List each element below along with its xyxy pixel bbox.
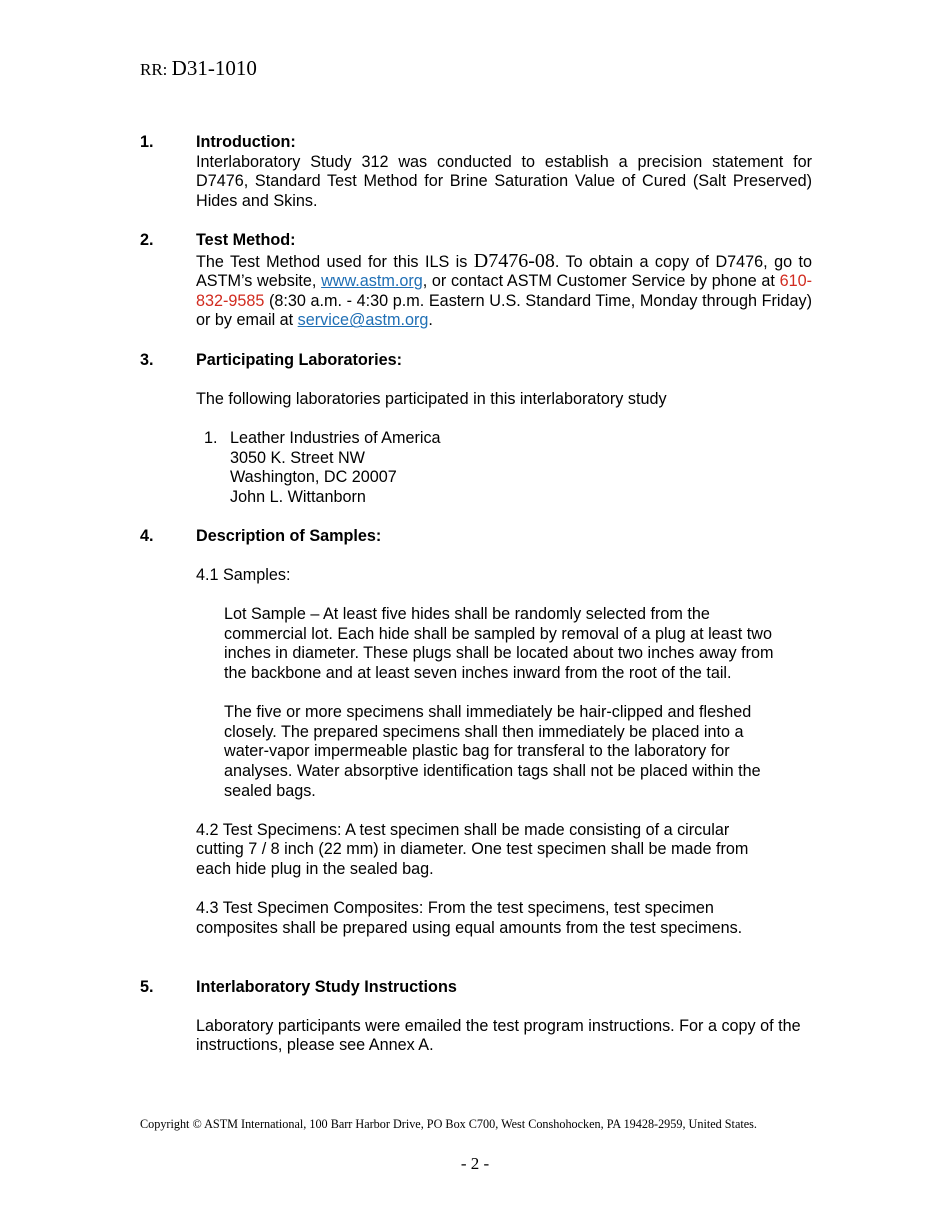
report-number xyxy=(140,56,257,81)
test-specimens-paragraph: 4.2 Test Specimens: A test specimen shall be made consisting of a circular cutting 7 / 8 inch (22 mm) in diameter. One test specimen shall be made from each hide plug in the sealed bag. xyxy=(196,820,749,878)
section-text: Interlaboratory Study 312 was conducted to establish a precision statement for D7476, Standard Test Method for Brine Saturation Value of Cured (Salt Preserved) Hides and Skins. xyxy=(196,152,812,210)
section-text: Laboratory participants were emailed the test program instructions. For a copy of the instructions, please see Annex A. xyxy=(196,1016,801,1055)
section-introduction xyxy=(140,133,812,211)
section-number: 3. xyxy=(140,350,154,369)
document-body xyxy=(140,133,812,1056)
page-number: - 2 - xyxy=(460,1154,490,1173)
email-link[interactable]: service@astm.org xyxy=(297,311,429,330)
section-number: 4. xyxy=(140,526,154,545)
copyright-footer: Copyright © ASTM International, 100 Barr Harbor Drive, PO Box C700, West Conshohocken, PA 19428-2959, United States. xyxy=(140,1117,757,1131)
lot-sample-paragraph: Lot Sample – At least five hides shall be randomly selected from the commercial lot. Each hide shall be sampled by removal of a plug at least two inches in diameter. These plugs shall be located about two inches away from the backbone and at least seven inches inward from the root of the tail. xyxy=(224,605,774,683)
section-heading: Description of Samples: xyxy=(196,526,382,545)
section-heading: Introduction: xyxy=(196,133,296,151)
subsection-heading: 4.1 Samples: xyxy=(196,566,291,585)
list-item xyxy=(204,429,812,507)
section-text: The following laboratories participated in this interlaboratory study xyxy=(196,389,667,408)
section-heading: Interlaboratory Study Instructions xyxy=(196,977,457,996)
report-prefix: RR: xyxy=(140,60,168,79)
report-id: D31-1010 xyxy=(171,56,257,80)
specimen-paragraph: The five or more specimens shall immediately be hair-clipped and fleshed closely. The prepared specimens shall then immediately be placed into a water-vapor impermeable plastic bag for transferal to the laboratory for analyses. Water absorptive identification tags shall not be placed within the sealed bags. xyxy=(224,703,761,800)
method-designation: D7476-08 xyxy=(473,249,555,272)
section-number: 1. xyxy=(140,133,154,151)
section-text: The Test Method used for this ILS is D7476-08. To obtain a copy of D7476, go to ASTM’s website, www.astm.org, or contact ASTM Customer Service by phone at 610-832-9585 (8:30 a.m. - 4:30 p.m. Eastern U.S. Standard Time, Monday through Friday) or by email at service@astm.org. xyxy=(196,249,812,330)
composites-paragraph: 4.3 Test Specimen Composites: From the test specimens, test specimen composites shall be prepared using equal amounts from the test specimens. xyxy=(196,899,743,937)
section-heading: Test Method: xyxy=(196,230,296,249)
section-test-method xyxy=(140,231,812,331)
website-link[interactable]: www.astm.org xyxy=(321,272,423,291)
section-participating-laboratories xyxy=(140,351,812,508)
section-heading: Participating Laboratories: xyxy=(196,350,402,369)
section-number: 2. xyxy=(140,230,154,249)
list-number: 1. xyxy=(204,428,218,447)
section-description-of-samples xyxy=(140,527,812,938)
lab-address: Leather Industries of America 3050 K. Street NW Washington, DC 20007 John L. Wittanborn xyxy=(230,428,441,506)
section-number: 5. xyxy=(140,977,154,996)
section-ils-instructions xyxy=(140,978,812,1056)
phone-number: 610-832-9585 xyxy=(196,272,812,310)
